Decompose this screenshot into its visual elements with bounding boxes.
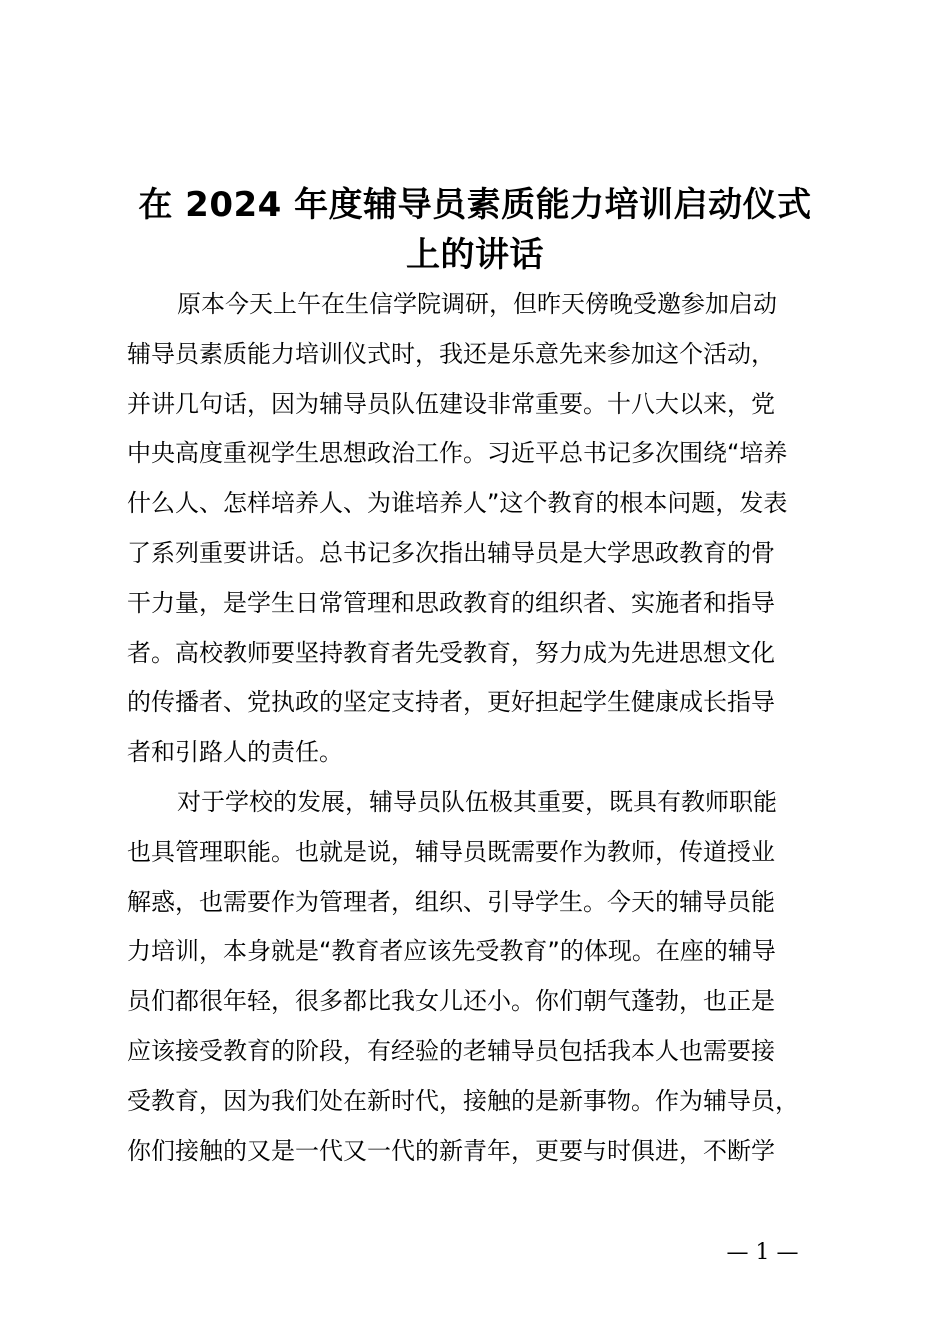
title-line-2: 上的讲话: [406, 235, 544, 275]
paragraph-2-line-8: 你们接触的又是一代又一代的新青年，更要与时俱进，不断学: [127, 1136, 775, 1165]
paragraph-2-line-4: 力培训，本身就是“教育者应该先受教育”的体现。在座的辅导: [127, 937, 776, 966]
paragraph-1-line-8: 者。高校教师要坚持教育者先受教育，努力成为先进思想文化: [127, 638, 775, 667]
paragraph-1-line-5: 什么人、怎样培养人、为谁培养人”这个教育的根本问题，发表: [127, 489, 788, 518]
paragraph-2-line-5: 员们都很年轻，很多都比我女儿还小。你们朝气蓬勃，也正是: [127, 987, 775, 1016]
paragraph-1-line-7: 干力量，是学生日常管理和思政教育的组织者、实施者和指导: [127, 588, 775, 617]
title-line-1: 在 2024 年度辅导员素质能力培训启动仪式: [138, 185, 812, 225]
speech-body: [127, 280, 857, 1176]
paragraph-2-line-3: 解惑，也需要作为管理者，组织、引导学生。今天的辅导员能: [127, 887, 775, 916]
paragraph-1-line-10: 者和引路人的责任。: [127, 738, 343, 767]
paragraph-1-line-6: 了系列重要讲话。总书记多次指出辅导员是大学思政教育的骨: [127, 538, 775, 567]
paragraph-1-line-1: 原本今天上午在生信学院调研，但昨天傍晚受邀参加启动: [177, 290, 777, 318]
paragraph-2-line-1: 对于学校的发展，辅导员队伍极其重要，既具有教师职能: [177, 787, 777, 816]
paragraph-2-line-7: 受教育，因为我们处在新时代，接触的是新事物。作为辅导员，: [127, 1086, 799, 1115]
paragraph-2-line-2: 也具管理职能。也就是说，辅导员既需要作为教师，传道授业: [127, 837, 775, 866]
paragraph-1-line-9: 的传播者、党执政的坚定支持者，更好担起学生健康成长指导: [127, 688, 775, 717]
paragraph-1-line-2: 辅导员素质能力培训仪式时，我还是乐意先来参加这个活动，: [127, 339, 775, 368]
document-title: [100, 180, 850, 280]
paragraph-1-line-3: 并讲几句话，因为辅导员队伍建设非常重要。十八大以来，党: [127, 389, 775, 418]
paragraph-1-line-4: 中央高度重视学生思想政治工作。习近平总书记多次围绕“培养: [127, 439, 788, 468]
paragraph-2-line-6: 应该接受教育的阶段，有经验的老辅导员包括我本人也需要接: [127, 1036, 775, 1065]
page-number: — 1 —: [726, 1240, 799, 1265]
